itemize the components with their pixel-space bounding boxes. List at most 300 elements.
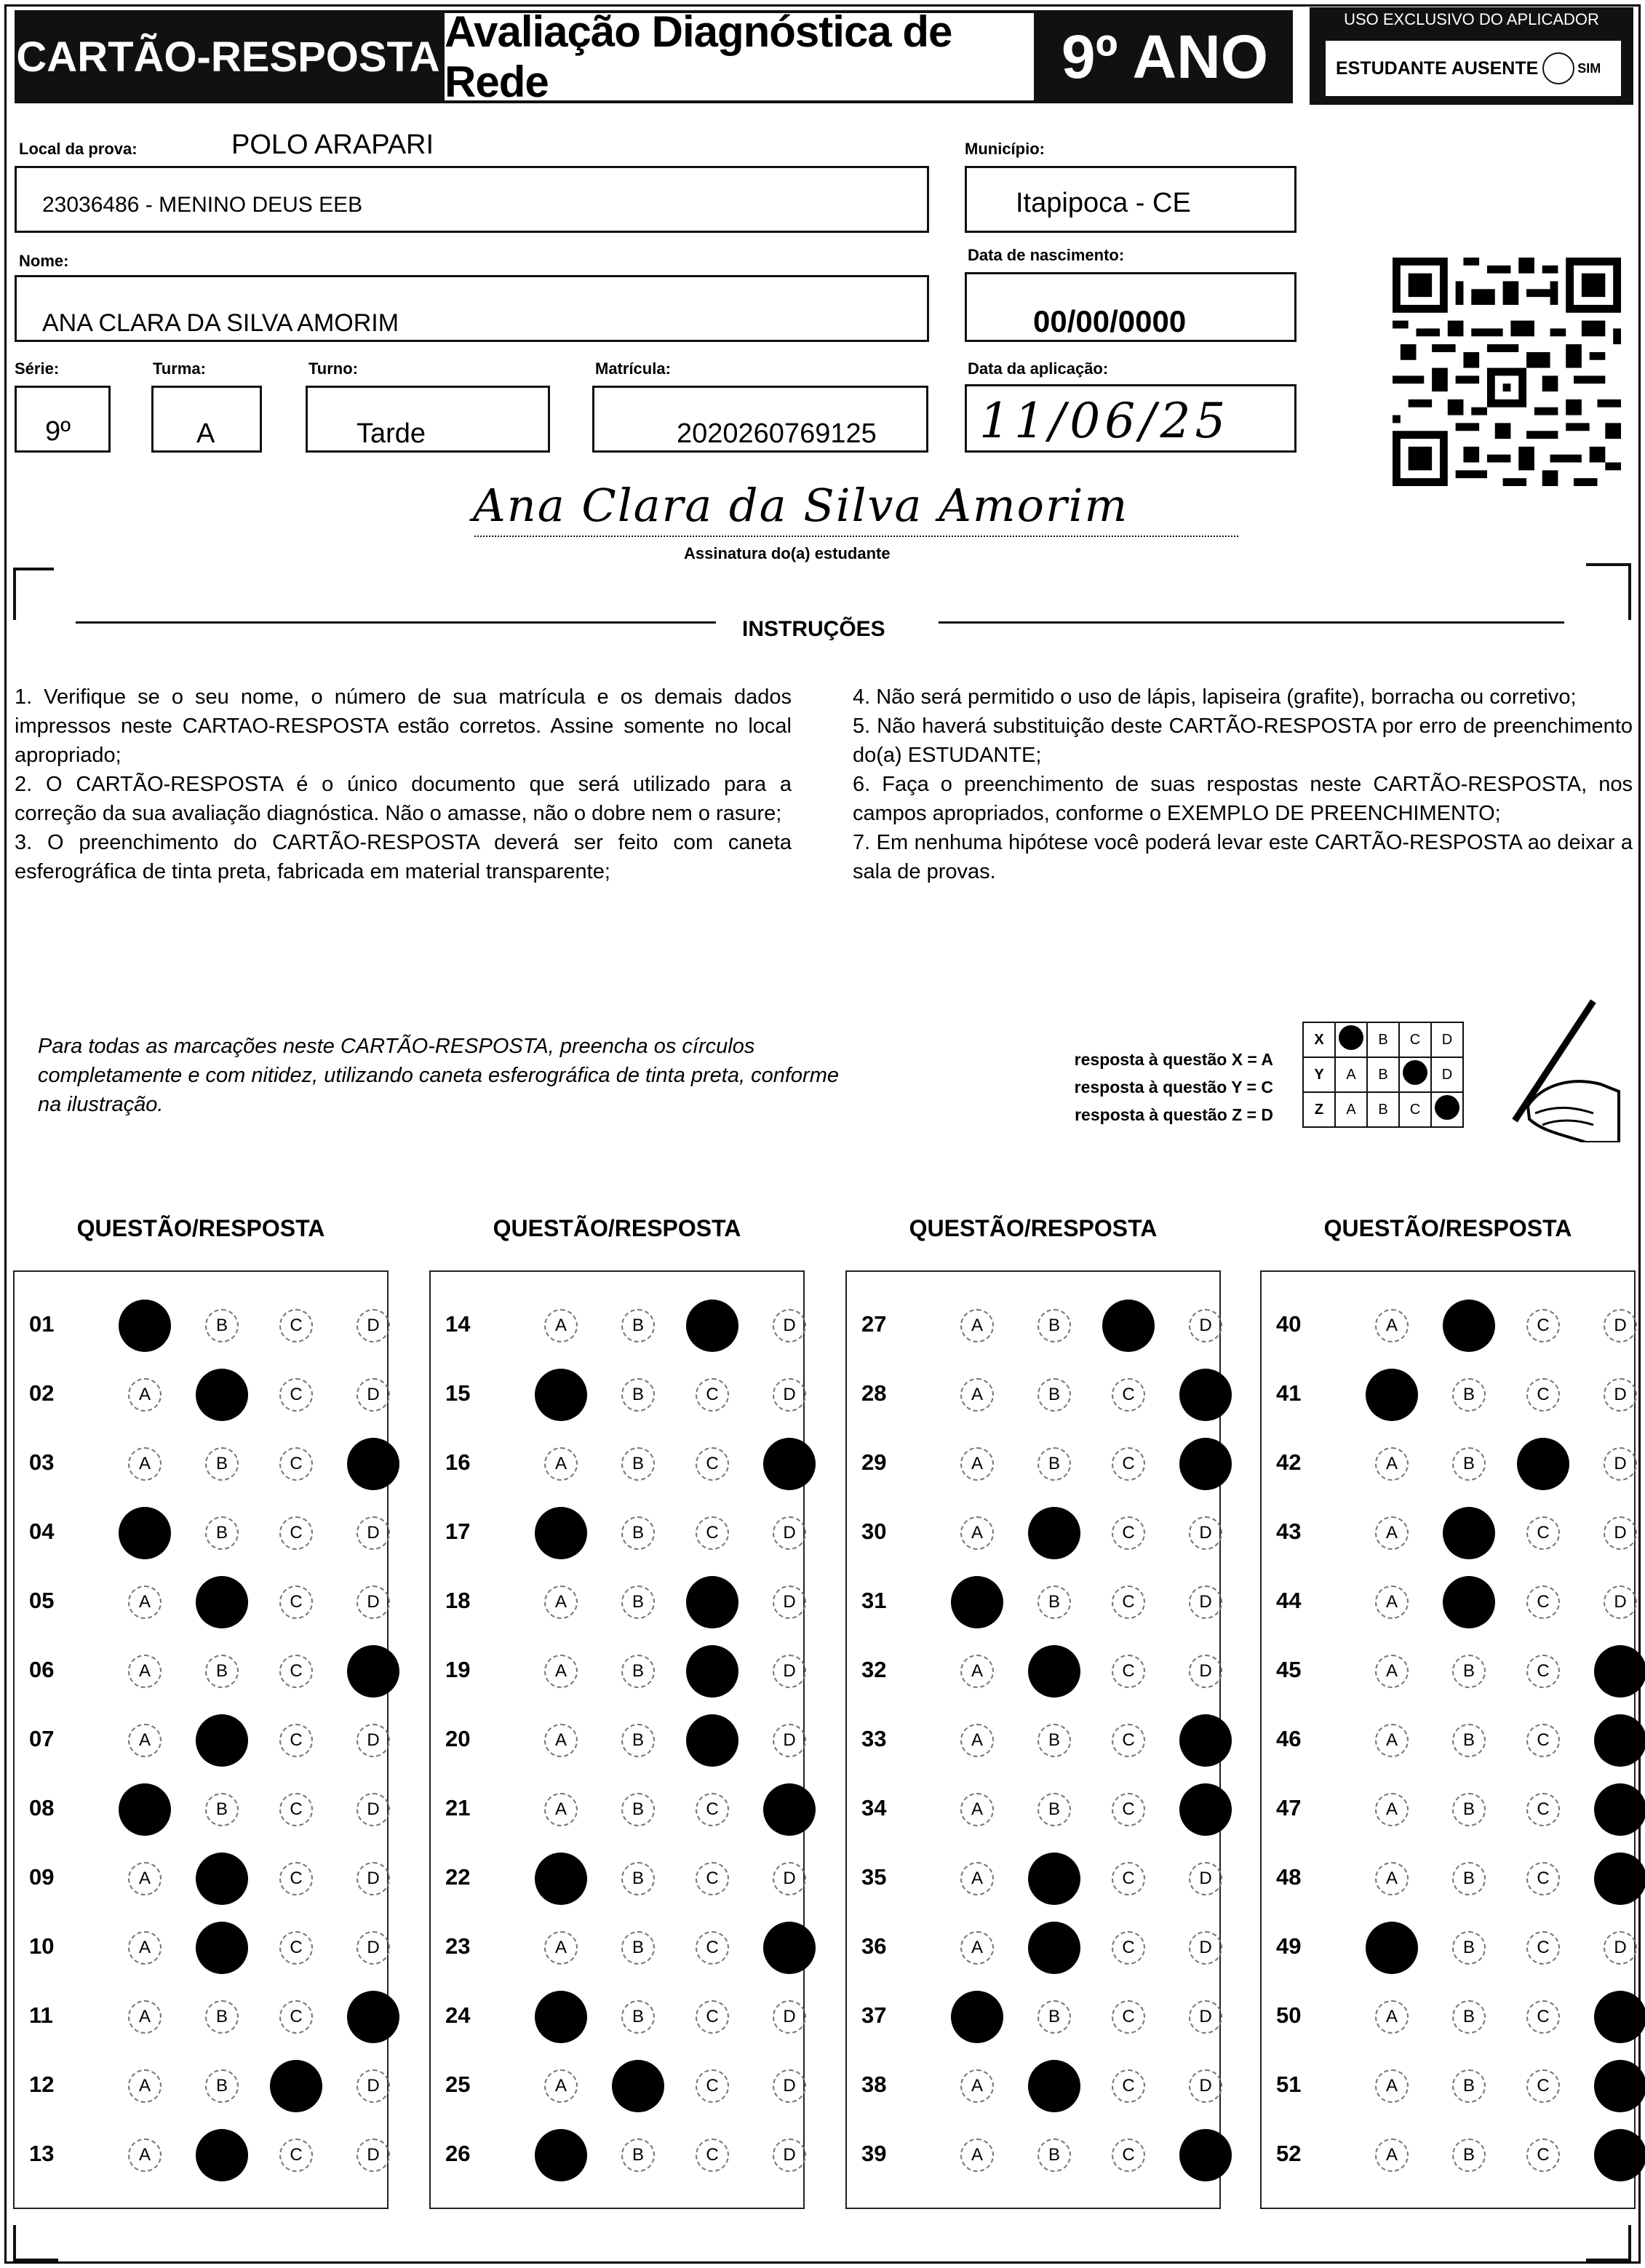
answer-bubble-d[interactable]: D xyxy=(1604,1516,1637,1550)
question-row xyxy=(431,1425,803,1495)
answer-bubble-c[interactable]: C xyxy=(1526,1862,1560,1895)
question-row xyxy=(1262,1770,1634,1840)
answer-bubble-c[interactable]: C xyxy=(696,1862,729,1895)
answer-bubble-c[interactable]: C xyxy=(1526,2138,1560,2172)
answer-bubble-a[interactable] xyxy=(951,1991,1003,2043)
nome-value: ANA CLARA DA SILVA AMORIM xyxy=(42,309,399,337)
answer-bubble-b[interactable]: B xyxy=(1037,1585,1071,1619)
answer-bubble-c[interactable]: C xyxy=(1526,1309,1560,1342)
answer-bubble-a[interactable]: A xyxy=(128,2000,162,2034)
answer-bubble-b[interactable]: B xyxy=(621,2000,655,2034)
question-row xyxy=(15,1978,387,2048)
serie-label: Série: xyxy=(15,359,60,378)
answer-bubble-d[interactable]: D xyxy=(357,1378,390,1412)
answer-bubble-c[interactable]: C xyxy=(279,2138,313,2172)
answer-bubble-c[interactable] xyxy=(686,1645,738,1698)
answer-bubble-a[interactable]: A xyxy=(960,1793,994,1826)
question-number: 43 xyxy=(1276,1519,1302,1544)
answer-bubble-b[interactable]: B xyxy=(621,1655,655,1688)
question-number: 31 xyxy=(861,1588,887,1613)
question-number: 13 xyxy=(29,2141,55,2166)
answer-bubble-d[interactable]: D xyxy=(357,2138,390,2172)
answer-bubble-c[interactable]: C xyxy=(279,1724,313,1757)
question-number: 51 xyxy=(1276,2072,1302,2097)
absent-bubble[interactable] xyxy=(1542,52,1574,84)
answer-bubble-b[interactable]: B xyxy=(1452,2069,1486,2103)
answer-bubble-d[interactable]: D xyxy=(357,1793,390,1826)
answer-bubble-c[interactable] xyxy=(1517,1438,1569,1490)
answer-bubble-a[interactable] xyxy=(535,1853,587,1905)
answer-bubble-c[interactable]: C xyxy=(1526,1585,1560,1619)
question-row xyxy=(15,1770,387,1840)
answer-bubble-d[interactable] xyxy=(1179,1714,1232,1767)
answer-bubble-b[interactable]: B xyxy=(621,1516,655,1550)
answer-bubble-a[interactable]: A xyxy=(1375,2069,1409,2103)
answer-bubble-a[interactable]: A xyxy=(128,1862,162,1895)
answer-bubble-c[interactable]: C xyxy=(1112,1516,1145,1550)
answer-bubble-a[interactable]: A xyxy=(1375,1309,1409,1342)
instructions-title: INSTRUÇÕES xyxy=(742,617,885,641)
answer-bubble-a[interactable]: A xyxy=(544,1655,578,1688)
question-row xyxy=(1262,2047,1634,2117)
answer-bubble-c[interactable]: C xyxy=(1112,1447,1145,1481)
question-number: 48 xyxy=(1276,1864,1302,1890)
answer-bubble-c[interactable]: C xyxy=(1112,1862,1145,1895)
answer-bubble-c[interactable] xyxy=(1102,1300,1155,1352)
question-number: 17 xyxy=(445,1519,471,1544)
answer-bubble-d[interactable]: D xyxy=(1604,1585,1637,1619)
answer-bubble-b[interactable]: B xyxy=(205,1309,239,1342)
answer-bubble-b[interactable]: B xyxy=(1452,2000,1486,2034)
fill-note: Para todas as marcações neste CARTÃO-RESPOSTA, preencha os círculos completamente e com nitidez, utilizando caneta esferográfica de tinta preta, conforme na ilustração. xyxy=(38,1035,839,1116)
question-row xyxy=(15,1563,387,1633)
answer-bubble-c[interactable]: C xyxy=(1526,1793,1560,1826)
answer-bubble-b[interactable] xyxy=(1443,1300,1495,1352)
answer-bubble-d[interactable] xyxy=(763,1438,816,1490)
answer-bubble-d[interactable] xyxy=(1594,2129,1645,2181)
answer-bubble-d[interactable]: D xyxy=(773,1862,806,1895)
question-row xyxy=(431,2047,803,2117)
question-row xyxy=(1262,1356,1634,1425)
question-number: 08 xyxy=(29,1795,55,1821)
answer-bubble-d[interactable] xyxy=(347,1645,399,1698)
answer-bubble-d[interactable]: D xyxy=(773,1378,806,1412)
answer-bubble-a[interactable]: A xyxy=(960,1655,994,1688)
column-header: QUESTÃO/RESPOSTA xyxy=(493,1215,741,1241)
question-row xyxy=(847,1494,1219,1564)
answer-bubble-b[interactable] xyxy=(196,1714,248,1767)
local-label: Local da prova: xyxy=(19,140,138,158)
answer-bubble-c[interactable]: C xyxy=(1112,2138,1145,2172)
answer-bubble-d[interactable]: D xyxy=(1189,1585,1222,1619)
divider-right xyxy=(939,621,1564,624)
question-number: 29 xyxy=(861,1449,887,1475)
answer-bubble-a[interactable]: A xyxy=(128,1447,162,1481)
question-number: 34 xyxy=(861,1795,887,1821)
answer-bubble-a[interactable] xyxy=(119,1783,171,1836)
answer-bubble-d[interactable]: D xyxy=(357,1724,390,1757)
answer-bubble-b[interactable] xyxy=(196,1853,248,1905)
question-number: 20 xyxy=(445,1726,471,1751)
frame-corner-tr xyxy=(1586,563,1631,620)
turma-value: A xyxy=(196,418,215,449)
question-row xyxy=(1262,2116,1634,2186)
answer-bubble-a[interactable]: A xyxy=(544,1309,578,1342)
answer-bubble-a[interactable]: A xyxy=(960,1516,994,1550)
answer-bubble-c[interactable] xyxy=(686,1576,738,1628)
question-row xyxy=(847,2047,1219,2117)
answer-bubble-c[interactable]: C xyxy=(696,2000,729,2034)
answer-bubble-b[interactable] xyxy=(196,2129,248,2181)
answer-bubble-c[interactable]: C xyxy=(1112,1724,1145,1757)
answer-bubble-d[interactable]: D xyxy=(773,1655,806,1688)
answer-bubble-b[interactable]: B xyxy=(205,1655,239,1688)
answer-bubble-b[interactable]: B xyxy=(1037,1724,1071,1757)
answer-bubble-a[interactable] xyxy=(119,1300,171,1352)
question-row xyxy=(1262,1632,1634,1702)
answer-bubble-b[interactable]: B xyxy=(621,1447,655,1481)
answer-bubble-c[interactable]: C xyxy=(279,1862,313,1895)
answer-bubble-a[interactable]: A xyxy=(544,1447,578,1481)
answer-bubble-d[interactable] xyxy=(1179,1438,1232,1490)
answer-bubble-d[interactable] xyxy=(1594,1783,1645,1836)
answer-bubble-a[interactable]: A xyxy=(544,2069,578,2103)
signature-label: Assinatura do(a) estudante xyxy=(684,544,891,562)
answer-bubble-b[interactable]: B xyxy=(621,1793,655,1826)
answer-bubble-b[interactable]: B xyxy=(205,2000,239,2034)
answer-bubble-a[interactable] xyxy=(535,1507,587,1559)
answer-bubble-d[interactable] xyxy=(763,1783,816,1836)
answer-bubble-d[interactable]: D xyxy=(773,2069,806,2103)
question-number: 45 xyxy=(1276,1657,1302,1682)
answer-bubble-d[interactable]: D xyxy=(773,2138,806,2172)
answer-bubble-c[interactable]: C xyxy=(1526,1724,1560,1757)
answer-column xyxy=(429,1270,805,2209)
answer-bubble-b[interactable]: B xyxy=(621,2138,655,2172)
answer-bubble-b[interactable]: B xyxy=(205,2069,239,2103)
answer-bubble-b[interactable]: B xyxy=(1037,2138,1071,2172)
answer-bubble-a[interactable]: A xyxy=(128,1378,162,1412)
answer-bubble-d[interactable]: D xyxy=(1189,1655,1222,1688)
answer-bubble-b[interactable]: B xyxy=(621,1309,655,1342)
answer-bubble-b[interactable]: B xyxy=(621,1585,655,1619)
question-number: 04 xyxy=(29,1519,55,1544)
answer-bubble-c[interactable]: C xyxy=(1112,1793,1145,1826)
answer-bubble-c[interactable]: C xyxy=(1526,1655,1560,1688)
answer-bubble-b[interactable] xyxy=(1028,2060,1080,2112)
answer-bubble-c[interactable]: C xyxy=(279,1793,313,1826)
question-row xyxy=(431,1978,803,2048)
answer-bubble-c[interactable]: C xyxy=(1112,1655,1145,1688)
answer-bubble-d[interactable]: D xyxy=(357,1309,390,1342)
answer-bubble-b[interactable]: B xyxy=(205,1793,239,1826)
answer-bubble-c[interactable]: C xyxy=(696,2138,729,2172)
answer-bubble-d[interactable]: D xyxy=(773,2000,806,2034)
answer-bubble-b[interactable]: B xyxy=(1452,1793,1486,1826)
answer-bubble-a[interactable]: A xyxy=(544,1585,578,1619)
answer-bubble-a[interactable]: A xyxy=(128,2069,162,2103)
question-number: 05 xyxy=(29,1588,55,1613)
answer-bubble-d[interactable] xyxy=(1594,1853,1645,1905)
answer-bubble-b[interactable]: B xyxy=(621,1378,655,1412)
answer-bubble-b[interactable]: B xyxy=(1452,1931,1486,1965)
answer-bubble-b[interactable] xyxy=(1028,1922,1080,1974)
answer-bubble-a[interactable]: A xyxy=(1375,1724,1409,1757)
example-z-text: resposta à questão Z = D xyxy=(1075,1105,1273,1124)
column-header: QUESTÃO/RESPOSTA xyxy=(76,1215,325,1241)
question-number: 19 xyxy=(445,1657,471,1682)
answer-column xyxy=(845,1270,1221,2209)
answer-bubble-c[interactable]: C xyxy=(696,1516,729,1550)
divider-left xyxy=(76,621,716,624)
answer-bubble-d[interactable]: D xyxy=(357,1516,390,1550)
aplicacao-value: 11/06/25 xyxy=(979,393,1230,449)
answer-bubble-c[interactable]: C xyxy=(1112,2069,1145,2103)
answer-bubble-c[interactable] xyxy=(686,1300,738,1352)
answer-bubble-d[interactable] xyxy=(1594,2060,1645,2112)
example-y-text: resposta à questão Y = C xyxy=(1074,1078,1273,1097)
question-row xyxy=(1262,1978,1634,2048)
answer-bubble-d[interactable]: D xyxy=(1604,1378,1637,1412)
question-row xyxy=(1262,1286,1634,1356)
answer-bubble-d[interactable]: D xyxy=(1189,1931,1222,1965)
answer-bubble-b[interactable]: B xyxy=(621,1724,655,1757)
answer-bubble-c[interactable]: C xyxy=(1526,2069,1560,2103)
answer-bubble-a[interactable]: A xyxy=(1375,2000,1409,2034)
answer-bubble-a[interactable] xyxy=(1366,1922,1418,1974)
frame-corner-tl xyxy=(13,568,54,620)
question-number: 15 xyxy=(445,1380,471,1406)
answer-bubble-c[interactable]: C xyxy=(279,1447,313,1481)
answer-bubble-a[interactable]: A xyxy=(128,1724,162,1757)
question-number: 21 xyxy=(445,1795,471,1821)
question-number: 12 xyxy=(29,2072,55,2097)
answer-bubble-a[interactable]: A xyxy=(960,1447,994,1481)
answer-bubble-c[interactable]: C xyxy=(1526,1516,1560,1550)
answer-bubble-d[interactable]: D xyxy=(357,1931,390,1965)
answer-bubble-d[interactable]: D xyxy=(357,1585,390,1619)
answer-bubble-d[interactable] xyxy=(1594,1991,1645,2043)
answer-bubble-a[interactable]: A xyxy=(128,2138,162,2172)
question-number: 42 xyxy=(1276,1449,1302,1475)
question-number: 25 xyxy=(445,2072,471,2097)
question-number: 36 xyxy=(861,1933,887,1959)
answer-bubble-a[interactable]: A xyxy=(1375,2138,1409,2172)
answer-bubble-a[interactable]: A xyxy=(1375,1585,1409,1619)
matricula-value: 2020260769125 xyxy=(677,418,877,449)
answer-bubble-d[interactable] xyxy=(347,1438,399,1490)
answer-bubble-b[interactable]: B xyxy=(205,1447,239,1481)
aplicacao-label: Data da aplicação: xyxy=(968,359,1109,378)
answer-bubble-a[interactable]: A xyxy=(960,2069,994,2103)
question-number: 41 xyxy=(1276,1380,1302,1406)
question-row xyxy=(847,1563,1219,1633)
answer-bubble-a[interactable]: A xyxy=(1375,1655,1409,1688)
question-row xyxy=(1262,1701,1634,1771)
answer-bubble-d[interactable]: D xyxy=(773,1309,806,1342)
answer-bubble-d[interactable] xyxy=(1179,1783,1232,1836)
answer-bubble-c[interactable]: C xyxy=(279,1378,313,1412)
answer-bubble-a[interactable]: A xyxy=(128,1655,162,1688)
question-number: 40 xyxy=(1276,1311,1302,1337)
answer-bubble-a[interactable]: A xyxy=(960,1309,994,1342)
answer-bubble-c[interactable]: C xyxy=(1112,1931,1145,1965)
answer-bubble-c[interactable]: C xyxy=(696,1378,729,1412)
answer-bubble-a[interactable]: A xyxy=(128,1931,162,1965)
answer-bubble-d[interactable] xyxy=(347,1991,399,2043)
answer-bubble-d[interactable] xyxy=(1594,1714,1645,1767)
answer-bubble-c[interactable]: C xyxy=(1112,1585,1145,1619)
answer-bubble-d[interactable]: D xyxy=(1189,1309,1222,1342)
absent-label: ESTUDANTE AUSENTE xyxy=(1336,57,1539,79)
answer-bubble-b[interactable]: B xyxy=(205,1516,239,1550)
answer-bubble-d[interactable]: D xyxy=(357,1862,390,1895)
answer-bubble-c[interactable]: C xyxy=(279,1516,313,1550)
turno-box xyxy=(306,386,550,453)
answer-bubble-a[interactable] xyxy=(1366,1369,1418,1421)
answer-bubble-b[interactable] xyxy=(1028,1853,1080,1905)
answer-bubble-d[interactable]: D xyxy=(773,1585,806,1619)
answer-bubble-c[interactable]: C xyxy=(279,1585,313,1619)
question-number: 44 xyxy=(1276,1588,1302,1613)
answer-bubble-b[interactable] xyxy=(1443,1507,1495,1559)
answer-bubble-b[interactable]: B xyxy=(1452,1655,1486,1688)
answer-bubble-d[interactable]: D xyxy=(773,1516,806,1550)
answer-bubble-b[interactable]: B xyxy=(1452,1862,1486,1895)
question-row xyxy=(15,2116,387,2186)
question-number: 50 xyxy=(1276,2002,1302,2028)
answer-bubble-d[interactable]: D xyxy=(1189,2000,1222,2034)
answer-bubble-b[interactable]: B xyxy=(621,1862,655,1895)
column-header: QUESTÃO/RESPOSTA xyxy=(909,1215,1158,1241)
question-number: 06 xyxy=(29,1657,55,1682)
answer-bubble-a[interactable]: A xyxy=(960,1931,994,1965)
answer-bubble-b[interactable]: B xyxy=(1452,1447,1486,1481)
answer-bubble-a[interactable] xyxy=(951,1576,1003,1628)
answer-bubble-a[interactable]: A xyxy=(1375,1862,1409,1895)
answer-bubble-b[interactable] xyxy=(1028,1645,1080,1698)
question-row xyxy=(847,1286,1219,1356)
answer-bubble-a[interactable]: A xyxy=(544,1793,578,1826)
question-number: 16 xyxy=(445,1449,471,1475)
answer-bubble-b[interactable]: B xyxy=(1037,1447,1071,1481)
answer-bubble-c[interactable] xyxy=(270,2060,322,2112)
answer-bubble-b[interactable]: B xyxy=(1037,2000,1071,2034)
answer-bubble-d[interactable]: D xyxy=(1189,1516,1222,1550)
question-number: 46 xyxy=(1276,1726,1302,1751)
answer-bubble-b[interactable] xyxy=(612,2060,664,2112)
question-number: 47 xyxy=(1276,1795,1302,1821)
answer-bubble-c[interactable]: C xyxy=(279,1655,313,1688)
answer-bubble-b[interactable] xyxy=(196,1369,248,1421)
question-number: 49 xyxy=(1276,1933,1302,1959)
answer-bubble-c[interactable]: C xyxy=(1112,1378,1145,1412)
answer-bubble-d[interactable]: D xyxy=(1604,1931,1637,1965)
answer-bubble-a[interactable]: A xyxy=(960,2138,994,2172)
answer-bubble-a[interactable]: A xyxy=(1375,1447,1409,1481)
answer-bubble-d[interactable]: D xyxy=(773,1724,806,1757)
question-number: 32 xyxy=(861,1657,887,1682)
answer-bubble-c[interactable]: C xyxy=(696,1447,729,1481)
question-number: 26 xyxy=(445,2141,471,2166)
answer-bubble-c[interactable]: C xyxy=(696,1931,729,1965)
answer-bubble-a[interactable]: A xyxy=(960,1724,994,1757)
answer-bubble-a[interactable]: A xyxy=(128,1585,162,1619)
question-number: 11 xyxy=(29,2002,53,2028)
question-number: 37 xyxy=(861,2002,887,2028)
answer-bubble-a[interactable] xyxy=(535,1369,587,1421)
answer-bubble-d[interactable]: D xyxy=(1604,1447,1637,1481)
answer-bubble-b[interactable] xyxy=(196,1922,248,1974)
answer-bubble-b[interactable]: B xyxy=(1037,1309,1071,1342)
answer-bubble-b[interactable]: B xyxy=(1452,1724,1486,1757)
answer-bubble-b[interactable] xyxy=(1443,1576,1495,1628)
answer-bubble-c[interactable] xyxy=(686,1714,738,1767)
answer-bubble-d[interactable] xyxy=(1594,1645,1645,1698)
answer-bubble-c[interactable]: C xyxy=(279,1309,313,1342)
answer-bubble-b[interactable]: B xyxy=(1452,1378,1486,1412)
question-number: 02 xyxy=(29,1380,55,1406)
answer-bubble-b[interactable] xyxy=(1028,1507,1080,1559)
answer-bubble-a[interactable] xyxy=(535,2129,587,2181)
answer-bubble-d[interactable]: D xyxy=(1189,1862,1222,1895)
question-row xyxy=(1262,1839,1634,1909)
question-row xyxy=(847,1356,1219,1425)
question-number: 27 xyxy=(861,1311,887,1337)
answer-bubble-a[interactable]: A xyxy=(960,1378,994,1412)
question-row xyxy=(431,1356,803,1425)
question-row xyxy=(1262,1425,1634,1495)
answer-bubble-b[interactable] xyxy=(196,1576,248,1628)
answer-bubble-a[interactable]: A xyxy=(1375,1516,1409,1550)
answer-bubble-d[interactable] xyxy=(763,1922,816,1974)
card-title: CARTÃO-RESPOSTA xyxy=(16,33,440,81)
answer-bubble-c[interactable]: C xyxy=(279,1931,313,1965)
question-row xyxy=(431,1632,803,1702)
answer-bubble-b[interactable]: B xyxy=(621,1931,655,1965)
answer-bubble-a[interactable] xyxy=(119,1507,171,1559)
question-row xyxy=(847,1770,1219,1840)
answer-bubble-d[interactable]: D xyxy=(1604,1309,1637,1342)
answer-bubble-a[interactable]: A xyxy=(544,1724,578,1757)
answer-bubble-c[interactable]: C xyxy=(1526,1378,1560,1412)
answer-bubble-c[interactable]: C xyxy=(1526,2000,1560,2034)
answer-bubble-c[interactable]: C xyxy=(1112,2000,1145,2034)
question-row xyxy=(15,1632,387,1702)
answer-column xyxy=(1260,1270,1636,2209)
answer-bubble-d[interactable] xyxy=(1179,1369,1232,1421)
question-row xyxy=(15,1839,387,1909)
question-row xyxy=(1262,1563,1634,1633)
answer-bubble-c[interactable]: C xyxy=(696,2069,729,2103)
answer-bubble-b[interactable]: B xyxy=(1037,1793,1071,1826)
answer-bubble-c[interactable]: C xyxy=(279,2000,313,2034)
answer-bubble-a[interactable]: A xyxy=(1375,1793,1409,1826)
answer-bubble-c[interactable]: C xyxy=(696,1793,729,1826)
answer-bubble-a[interactable] xyxy=(535,1991,587,2043)
answer-bubble-d[interactable]: D xyxy=(357,2069,390,2103)
answer-bubble-b[interactable]: B xyxy=(1037,1378,1071,1412)
answer-bubble-a[interactable]: A xyxy=(544,1931,578,1965)
example-x-text: resposta à questão X = A xyxy=(1074,1050,1273,1069)
grade-label: 9º ANO xyxy=(1037,10,1293,103)
answer-bubble-c[interactable]: C xyxy=(1526,1931,1560,1965)
answer-bubble-a[interactable]: A xyxy=(960,1862,994,1895)
question-row xyxy=(431,1909,803,1978)
answer-bubble-d[interactable] xyxy=(1179,2129,1232,2181)
answer-bubble-b[interactable]: B xyxy=(1452,2138,1486,2172)
answer-bubble-d[interactable]: D xyxy=(1189,2069,1222,2103)
